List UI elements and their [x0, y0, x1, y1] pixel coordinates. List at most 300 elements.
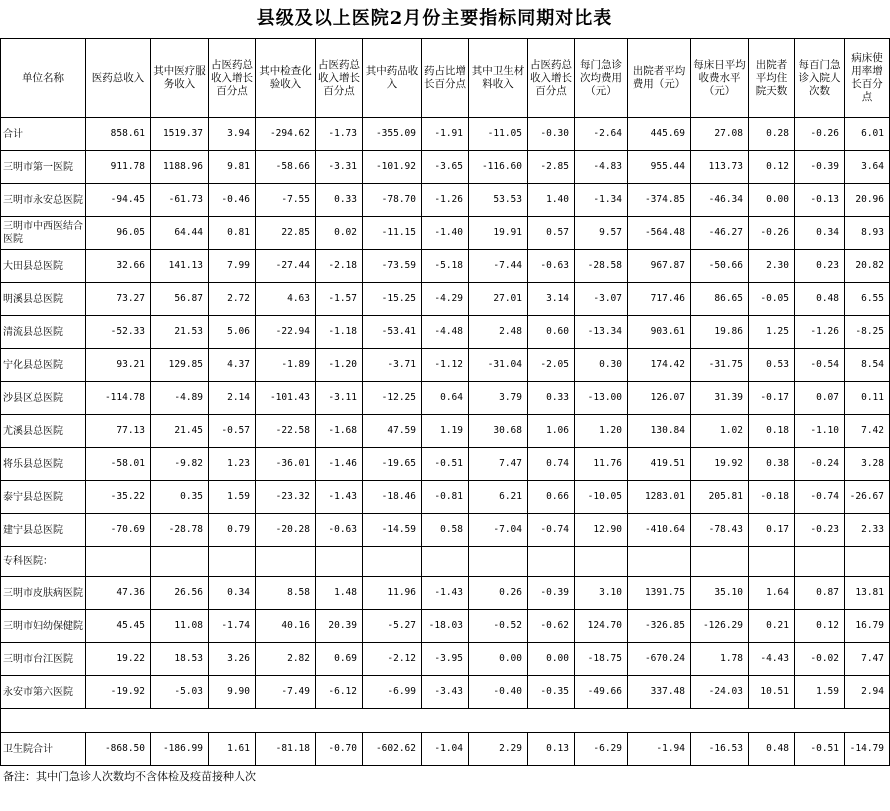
spacer-cell	[749, 709, 795, 733]
unit-name-cell: 三明市妇幼保健院	[1, 610, 86, 643]
value-cell: -0.54	[795, 349, 845, 382]
unit-name-cell: 泰宁县总医院	[1, 481, 86, 514]
value-cell: 0.57	[528, 217, 575, 250]
value-cell: -3.71	[363, 349, 422, 382]
value-cell: -0.70	[316, 733, 363, 766]
value-cell: -4.89	[151, 382, 209, 415]
value-cell: -564.48	[628, 217, 691, 250]
value-cell: 1.40	[528, 184, 575, 217]
value-cell: 1.59	[209, 481, 256, 514]
value-cell: -4.29	[422, 283, 469, 316]
value-cell: 3.64	[845, 151, 890, 184]
value-cell: -73.59	[363, 250, 422, 283]
value-cell: 20.39	[316, 610, 363, 643]
value-cell: 1188.96	[151, 151, 209, 184]
value-cell: -0.81	[422, 481, 469, 514]
value-cell: 7.47	[845, 643, 890, 676]
value-cell: 30.68	[469, 415, 528, 448]
value-cell: -1.04	[422, 733, 469, 766]
value-cell: 27.01	[469, 283, 528, 316]
value-cell: -355.09	[363, 118, 422, 151]
value-cell: 911.78	[86, 151, 151, 184]
value-cell: -2.12	[363, 643, 422, 676]
value-cell: -1.68	[316, 415, 363, 448]
value-cell: 21.53	[151, 316, 209, 349]
value-cell: 0.26	[469, 577, 528, 610]
value-cell: 3.94	[209, 118, 256, 151]
value-cell: 35.10	[691, 577, 749, 610]
value-cell: 0.33	[316, 184, 363, 217]
value-cell: 32.66	[86, 250, 151, 283]
value-cell: 27.08	[691, 118, 749, 151]
value-cell: 9.57	[575, 217, 628, 250]
value-cell: -3.07	[575, 283, 628, 316]
unit-name-cell: 尤溪县总医院	[1, 415, 86, 448]
value-cell: 56.87	[151, 283, 209, 316]
value-cell: -602.62	[363, 733, 422, 766]
spacer-cell	[528, 709, 575, 733]
spacer-cell	[209, 709, 256, 733]
value-cell: -26.67	[845, 481, 890, 514]
value-cell: -0.26	[795, 118, 845, 151]
table-row	[1, 448, 890, 481]
value-cell: 1.64	[749, 577, 795, 610]
value-cell: -116.60	[469, 151, 528, 184]
value-cell: -46.34	[691, 184, 749, 217]
value-cell: 3.14	[528, 283, 575, 316]
value-cell: -0.39	[795, 151, 845, 184]
value-cell: 0.12	[795, 610, 845, 643]
value-cell: -126.29	[691, 610, 749, 643]
value-cell: 1519.37	[151, 118, 209, 151]
value-cell: 21.45	[151, 415, 209, 448]
value-cell: -46.27	[691, 217, 749, 250]
table-row	[1, 481, 890, 514]
value-cell: 20.96	[845, 184, 890, 217]
value-cell: -3.95	[422, 643, 469, 676]
unit-name-cell: 沙县区总医院	[1, 382, 86, 415]
value-cell: 26.56	[151, 577, 209, 610]
value-cell: 47.59	[363, 415, 422, 448]
value-cell: 858.61	[86, 118, 151, 151]
value-cell: -9.82	[151, 448, 209, 481]
value-cell: -16.53	[691, 733, 749, 766]
value-cell: 126.07	[628, 382, 691, 415]
value-cell: 113.73	[691, 151, 749, 184]
value-cell: 0.64	[422, 382, 469, 415]
value-cell: 8.93	[845, 217, 890, 250]
unit-name-cell: 建宁县总医院	[1, 514, 86, 547]
table-row	[1, 676, 890, 709]
value-cell: 20.82	[845, 250, 890, 283]
value-cell: -27.44	[256, 250, 316, 283]
value-cell: -3.43	[422, 676, 469, 709]
value-cell: 337.48	[628, 676, 691, 709]
value-cell: -1.43	[316, 481, 363, 514]
table-row	[1, 643, 890, 676]
value-cell: 5.06	[209, 316, 256, 349]
value-cell: 8.58	[256, 577, 316, 610]
value-cell: -15.25	[363, 283, 422, 316]
value-cell: 141.13	[151, 250, 209, 283]
value-cell: 12.90	[575, 514, 628, 547]
value-cell: 86.65	[691, 283, 749, 316]
value-cell: -1.20	[316, 349, 363, 382]
table-row	[1, 283, 890, 316]
value-cell: -294.62	[256, 118, 316, 151]
unit-name-cell: 三明市皮肤病医院	[1, 577, 86, 610]
value-cell: 40.16	[256, 610, 316, 643]
value-cell: 2.82	[256, 643, 316, 676]
value-cell: -101.92	[363, 151, 422, 184]
value-cell: 0.00	[749, 184, 795, 217]
value-cell: -70.69	[86, 514, 151, 547]
value-cell: -670.24	[628, 643, 691, 676]
value-cell: 0.35	[151, 481, 209, 514]
value-cell: 9.81	[209, 151, 256, 184]
value-cell: 77.13	[86, 415, 151, 448]
value-cell: 18.53	[151, 643, 209, 676]
unit-name-cell: 三明市中西医结合医院	[1, 217, 86, 250]
value-cell: 0.58	[422, 514, 469, 547]
spacer-cell	[316, 547, 363, 577]
value-cell: 6.01	[845, 118, 890, 151]
value-cell: 6.55	[845, 283, 890, 316]
value-cell: -1.40	[422, 217, 469, 250]
spacer-cell	[628, 709, 691, 733]
value-cell: -0.63	[316, 514, 363, 547]
value-cell: 73.27	[86, 283, 151, 316]
spacer-cell	[422, 709, 469, 733]
value-cell: -0.13	[795, 184, 845, 217]
value-cell: 1.06	[528, 415, 575, 448]
spacer-cell	[422, 547, 469, 577]
spacer-cell	[575, 547, 628, 577]
value-cell: 8.54	[845, 349, 890, 382]
spacer-cell	[86, 709, 151, 733]
value-cell: 11.76	[575, 448, 628, 481]
value-cell: -7.49	[256, 676, 316, 709]
spacer-cell	[151, 547, 209, 577]
value-cell: 22.85	[256, 217, 316, 250]
value-cell: -1.26	[795, 316, 845, 349]
value-cell: -0.35	[528, 676, 575, 709]
value-cell: 0.30	[575, 349, 628, 382]
value-cell: -52.33	[86, 316, 151, 349]
value-cell: 0.69	[316, 643, 363, 676]
value-cell: -0.39	[528, 577, 575, 610]
column-header: 每门急诊次均费用（元）	[575, 39, 628, 118]
table-row	[1, 610, 890, 643]
table-row	[1, 514, 890, 547]
header-row	[1, 39, 890, 118]
value-cell: 717.46	[628, 283, 691, 316]
spacer-cell	[256, 709, 316, 733]
value-cell: -5.03	[151, 676, 209, 709]
value-cell: 0.38	[749, 448, 795, 481]
value-cell: -14.79	[845, 733, 890, 766]
value-cell: -19.65	[363, 448, 422, 481]
spacer-cell	[691, 547, 749, 577]
value-cell: -2.64	[575, 118, 628, 151]
value-cell: 47.36	[86, 577, 151, 610]
spacer-cell	[363, 709, 422, 733]
value-cell: -0.51	[422, 448, 469, 481]
value-cell: 0.74	[528, 448, 575, 481]
value-cell: -5.18	[422, 250, 469, 283]
value-cell: -58.66	[256, 151, 316, 184]
value-cell: 0.00	[469, 643, 528, 676]
spacer-cell	[795, 547, 845, 577]
value-cell: -1.34	[575, 184, 628, 217]
column-header: 出院者平均费用（元）	[628, 39, 691, 118]
value-cell: -1.94	[628, 733, 691, 766]
value-cell: -20.28	[256, 514, 316, 547]
value-cell: -0.24	[795, 448, 845, 481]
value-cell: -0.17	[749, 382, 795, 415]
value-cell: 0.60	[528, 316, 575, 349]
value-cell: 6.21	[469, 481, 528, 514]
table-body	[1, 118, 890, 766]
value-cell: 2.48	[469, 316, 528, 349]
value-cell: -18.46	[363, 481, 422, 514]
spacer-cell	[363, 547, 422, 577]
value-cell: 1283.01	[628, 481, 691, 514]
value-cell: -5.27	[363, 610, 422, 643]
column-header: 出院者平均住院天数	[749, 39, 795, 118]
value-cell: -0.26	[749, 217, 795, 250]
value-cell: 13.81	[845, 577, 890, 610]
value-cell: 31.39	[691, 382, 749, 415]
spacer-cell	[469, 709, 528, 733]
value-cell: -31.04	[469, 349, 528, 382]
value-cell: 130.84	[628, 415, 691, 448]
table-row	[1, 118, 890, 151]
value-cell: 205.81	[691, 481, 749, 514]
unit-name-cell: 卫生院合计	[1, 733, 86, 766]
value-cell: 0.17	[749, 514, 795, 547]
value-cell: -1.43	[422, 577, 469, 610]
value-cell: 1391.75	[628, 577, 691, 610]
value-cell: -22.94	[256, 316, 316, 349]
value-cell: 1.23	[209, 448, 256, 481]
column-header: 其中检查化验收入	[256, 39, 316, 118]
value-cell: -7.04	[469, 514, 528, 547]
value-cell: 1.19	[422, 415, 469, 448]
column-header: 其中医疗服务收入	[151, 39, 209, 118]
value-cell: 45.45	[86, 610, 151, 643]
spacer-cell	[151, 709, 209, 733]
value-cell: -1.74	[209, 610, 256, 643]
value-cell: 2.94	[845, 676, 890, 709]
column-header: 药占比增长百分点	[422, 39, 469, 118]
footnote: 备注：其中门急诊人次数均不含体检及疫苗接种人次	[3, 770, 256, 783]
value-cell: -1.91	[422, 118, 469, 151]
value-cell: 0.48	[795, 283, 845, 316]
value-cell: -6.99	[363, 676, 422, 709]
value-cell: -186.99	[151, 733, 209, 766]
value-cell: 0.23	[795, 250, 845, 283]
value-cell: 96.05	[86, 217, 151, 250]
unit-name-cell: 永安市第六医院	[1, 676, 86, 709]
value-cell: 0.13	[528, 733, 575, 766]
value-cell: 3.26	[209, 643, 256, 676]
value-cell: -11.15	[363, 217, 422, 250]
value-cell: -0.05	[749, 283, 795, 316]
unit-name-cell: 大田县总医院	[1, 250, 86, 283]
value-cell: -58.01	[86, 448, 151, 481]
value-cell: 0.81	[209, 217, 256, 250]
value-cell: 11.96	[363, 577, 422, 610]
value-cell: 903.61	[628, 316, 691, 349]
value-cell: 4.37	[209, 349, 256, 382]
spacer-cell	[749, 547, 795, 577]
value-cell: -50.66	[691, 250, 749, 283]
value-cell: 4.63	[256, 283, 316, 316]
value-cell: -1.26	[422, 184, 469, 217]
value-cell: -94.45	[86, 184, 151, 217]
value-cell: 0.87	[795, 577, 845, 610]
table-row	[1, 733, 890, 766]
blank-row	[1, 709, 890, 733]
value-cell: 0.48	[749, 733, 795, 766]
column-header: 占医药总收入增长百分点	[316, 39, 363, 118]
value-cell: 0.79	[209, 514, 256, 547]
unit-name-cell: 宁化县总医院	[1, 349, 86, 382]
value-cell: -14.59	[363, 514, 422, 547]
value-cell: -61.73	[151, 184, 209, 217]
column-header: 医药总收入	[86, 39, 151, 118]
value-cell: -53.41	[363, 316, 422, 349]
value-cell: -3.65	[422, 151, 469, 184]
value-cell: -868.50	[86, 733, 151, 766]
value-cell: -410.64	[628, 514, 691, 547]
table-row	[1, 217, 890, 250]
value-cell: -326.85	[628, 610, 691, 643]
value-cell: -6.29	[575, 733, 628, 766]
column-header: 单位名称	[1, 39, 86, 118]
value-cell: 7.47	[469, 448, 528, 481]
column-header: 其中药品收入	[363, 39, 422, 118]
value-cell: 11.08	[151, 610, 209, 643]
value-cell: 1.59	[795, 676, 845, 709]
value-cell: -13.00	[575, 382, 628, 415]
value-cell: 9.90	[209, 676, 256, 709]
table-row	[1, 151, 890, 184]
value-cell: -18.75	[575, 643, 628, 676]
value-cell: 3.10	[575, 577, 628, 610]
unit-name-cell: 三明市台江医院	[1, 643, 86, 676]
value-cell: 0.66	[528, 481, 575, 514]
spacer-cell	[845, 709, 890, 733]
section-label: 专科医院：	[1, 547, 86, 577]
value-cell: -1.89	[256, 349, 316, 382]
value-cell: 1.61	[209, 733, 256, 766]
value-cell: 3.28	[845, 448, 890, 481]
table-row	[1, 316, 890, 349]
spacer-cell	[691, 709, 749, 733]
value-cell: -28.78	[151, 514, 209, 547]
table-row	[1, 415, 890, 448]
value-cell: -2.85	[528, 151, 575, 184]
value-cell: -4.43	[749, 643, 795, 676]
value-cell: 16.79	[845, 610, 890, 643]
value-cell: -28.58	[575, 250, 628, 283]
value-cell: -1.57	[316, 283, 363, 316]
value-cell: 1.78	[691, 643, 749, 676]
value-cell: 19.22	[86, 643, 151, 676]
spacer-cell	[795, 709, 845, 733]
value-cell: -8.25	[845, 316, 890, 349]
value-cell: -0.02	[795, 643, 845, 676]
value-cell: -78.43	[691, 514, 749, 547]
spacer-cell	[469, 547, 528, 577]
column-header: 占医药总收入增长百分点	[209, 39, 256, 118]
value-cell: -114.78	[86, 382, 151, 415]
value-cell: 0.28	[749, 118, 795, 151]
value-cell: 0.33	[528, 382, 575, 415]
value-cell: 445.69	[628, 118, 691, 151]
value-cell: -0.62	[528, 610, 575, 643]
value-cell: -12.25	[363, 382, 422, 415]
value-cell: -1.46	[316, 448, 363, 481]
column-header: 每床日平均收费水平（元）	[691, 39, 749, 118]
value-cell: 2.33	[845, 514, 890, 547]
value-cell: 7.42	[845, 415, 890, 448]
value-cell: -22.58	[256, 415, 316, 448]
value-cell: -13.34	[575, 316, 628, 349]
value-cell: 64.44	[151, 217, 209, 250]
value-cell: -31.75	[691, 349, 749, 382]
value-cell: 0.53	[749, 349, 795, 382]
value-cell: 1.20	[575, 415, 628, 448]
value-cell: 2.14	[209, 382, 256, 415]
unit-name-cell: 三明市第一医院	[1, 151, 86, 184]
value-cell: 19.86	[691, 316, 749, 349]
value-cell: -81.18	[256, 733, 316, 766]
value-cell: -0.46	[209, 184, 256, 217]
value-cell: -0.57	[209, 415, 256, 448]
value-cell: -35.22	[86, 481, 151, 514]
value-cell: -374.85	[628, 184, 691, 217]
value-cell: -7.44	[469, 250, 528, 283]
value-cell: 19.92	[691, 448, 749, 481]
spacer-cell	[528, 547, 575, 577]
value-cell: 7.99	[209, 250, 256, 283]
value-cell: 129.85	[151, 349, 209, 382]
value-cell: -19.92	[86, 676, 151, 709]
value-cell: -1.12	[422, 349, 469, 382]
value-cell: -2.18	[316, 250, 363, 283]
value-cell: 0.34	[209, 577, 256, 610]
spacer-cell	[1, 709, 86, 733]
value-cell: 2.29	[469, 733, 528, 766]
value-cell: -4.83	[575, 151, 628, 184]
column-header: 占医药总收入增长百分点	[528, 39, 575, 118]
value-cell: -1.10	[795, 415, 845, 448]
value-cell: -0.30	[528, 118, 575, 151]
value-cell: 19.91	[469, 217, 528, 250]
spacer-cell	[575, 709, 628, 733]
value-cell: 2.72	[209, 283, 256, 316]
value-cell: -101.43	[256, 382, 316, 415]
value-cell: -3.31	[316, 151, 363, 184]
value-cell: 0.12	[749, 151, 795, 184]
value-cell: 0.34	[795, 217, 845, 250]
indicator-table	[0, 38, 890, 766]
spacer-cell	[845, 547, 890, 577]
table-row	[1, 349, 890, 382]
